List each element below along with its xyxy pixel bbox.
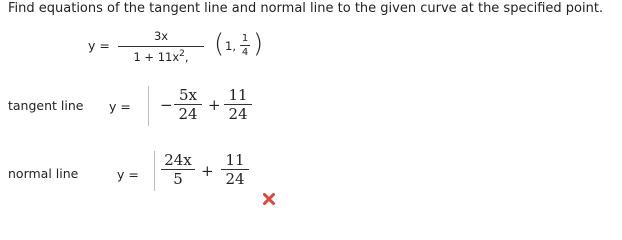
curve-fraction-bar — [118, 46, 204, 47]
x-mark-icon — [263, 193, 275, 205]
point-x: 1, — [225, 39, 236, 53]
tangent-plus: + — [208, 96, 221, 114]
normal-answer-box[interactable] — [154, 151, 155, 191]
point-y-bar — [240, 45, 250, 46]
tangent-answer-box[interactable] — [148, 86, 149, 126]
point-close-paren: ) — [253, 29, 264, 59]
curve-exponent: 2 — [179, 49, 185, 59]
curve-lhs: y = — [88, 38, 110, 53]
normal-term1-fraction — [161, 151, 195, 188]
tangent-line-label: tangent line — [8, 98, 84, 113]
normal-plus: + — [201, 162, 214, 180]
tangent-term2-fraction — [224, 86, 252, 123]
tangent-term2-numerator: 11 — [228, 86, 248, 104]
point-y-denominator: 4 — [241, 47, 249, 58]
tangent-term1-fraction — [174, 86, 202, 123]
normal-term1-denominator: 5 — [173, 170, 183, 188]
point-open-paren: ( — [214, 29, 225, 59]
normal-term1-numerator: 24x — [164, 151, 192, 169]
question-prompt: Find equations of the tangent line and normal line to the given curve at the specified point. — [8, 1, 604, 16]
tangent-eq: y = — [109, 99, 131, 114]
tangent-term1-numerator: 5x — [178, 86, 197, 104]
curve-fraction — [118, 29, 204, 64]
normal-term2-fraction — [221, 151, 249, 188]
tangent-sign: − — [160, 96, 173, 114]
point-y-numerator: 1 — [241, 33, 249, 44]
normal-eq: y = — [117, 167, 139, 182]
tangent-term2-denominator: 24 — [228, 105, 248, 123]
curve-numerator: 3x — [153, 29, 169, 43]
curve-denominator: $1 + 11x^2$, — [133, 49, 189, 64]
point-y-fraction — [240, 33, 250, 58]
normal-term2-numerator: 11 — [225, 151, 245, 169]
normal-line-label: normal line — [8, 166, 79, 181]
normal-term2-denominator: 24 — [225, 170, 245, 188]
tangent-term1-denominator: 24 — [178, 105, 198, 123]
